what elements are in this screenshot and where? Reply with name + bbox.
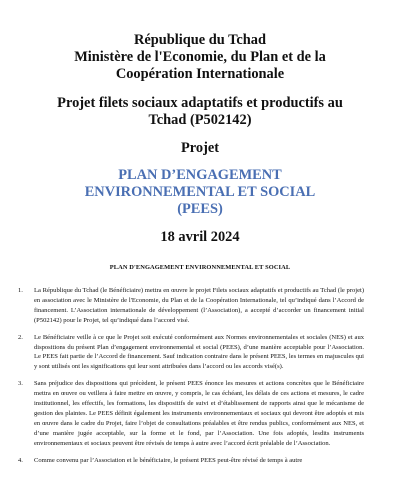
plan-title-line1: PLAN D’ENGAGEMENT xyxy=(118,167,282,183)
paragraph-item xyxy=(18,333,364,373)
paragraph-text: Sans préjudice des dispositions qui précèdent, le présent PEES énonce les mesures et actions concrètes que le Bénéficiaire mettra en œuvre ou veillera à faire mettre en œuvre, y compris, le cas échéant, les délais de ces actions et mesures, le cadre institutionnel, les effectifs, les formations, les dispositifs de suivi et d’établissement de rapports ainsi que le mécanisme de gestion des plaintes. Le PEES définit également les instruments environnementaux et sociaux qui devront être adoptés et mis en œuvre dans le cadre du Projet, faire l’objet de consultations préalables et être rendus publics, conformément aux NES, et d’une manière jugée acceptable, sur la forme et le fond, par l’Association. Une fois adoptés, lesdits instruments environnementaux et sociaux peuvent être révisés de temps à autre avec l’accord écrit préalable de l’Association. xyxy=(34,380,364,447)
section-title: PLAN D'ENGAGEMENT ENVIRONNEMENTAL ET SOCIAL xyxy=(109,264,291,271)
project-status: Projet xyxy=(180,140,220,156)
republic-heading: République du Tchad xyxy=(134,32,266,48)
paragraph-number: 1. xyxy=(18,287,23,294)
paragraph-text: Le Bénéficiaire veille à ce que le Projet soit exécuté conformément aux Normes environnementales et sociales (NES) et aux dispositions du présent Plan d’engagement environnemental et social (PEES), d’une manière acceptable pour l’Association. Le PEES fait partie de l’Accord de financement. Sauf indication contraire dans le présent PEES, les termes en majuscules qui y sont utilisés ont les significations qui leur sont attribuées dans l’accord ou les accords visé(s). xyxy=(34,333,364,371)
paragraph-number: 4. xyxy=(18,456,23,464)
plan-title-line2: ENVIRONNEMENTAL ET SOCIAL xyxy=(84,184,316,200)
document-date: 18 avril 2024 xyxy=(160,229,240,245)
paragraph-text: La République du Tchad (le Bénéficiaire) mettra en œuvre le projet Filets sociaux adaptatifs et productifs au Tchad (le projet) en association avec le Ministère de l'Economie, du Plan et de la Coopération Internationale, tel qu’indiqué dans l’Accord de financement. L’Association internationale de développement (l’Association), a accepté d’accorder un financement initial (P502142) pour le Projet, tel qu’indiqué dans l’accord visé. xyxy=(34,287,364,324)
paragraph-item xyxy=(18,456,364,466)
paragraph-item xyxy=(18,379,364,448)
plan-title-line3: (PEES) xyxy=(177,201,223,217)
project-heading-line2: Tchad (P502142) xyxy=(148,112,252,128)
ministry-heading-line2: Coopération Internationale xyxy=(115,66,285,82)
ministry-heading-line1: Ministère de l'Economie, du Plan et de la xyxy=(74,49,326,65)
paragraph-item xyxy=(18,286,364,326)
paragraph-number: 3. xyxy=(18,380,23,388)
project-heading-line1: Projet filets sociaux adaptatifs et productifs au xyxy=(57,95,343,111)
paragraph-list xyxy=(18,286,364,473)
paragraph-number: 2. xyxy=(18,333,23,341)
paragraph-text: Comme convenu par l’Association et le bénéficiaire, le présent PEES peut-être révisé de temps à autre xyxy=(34,456,303,464)
